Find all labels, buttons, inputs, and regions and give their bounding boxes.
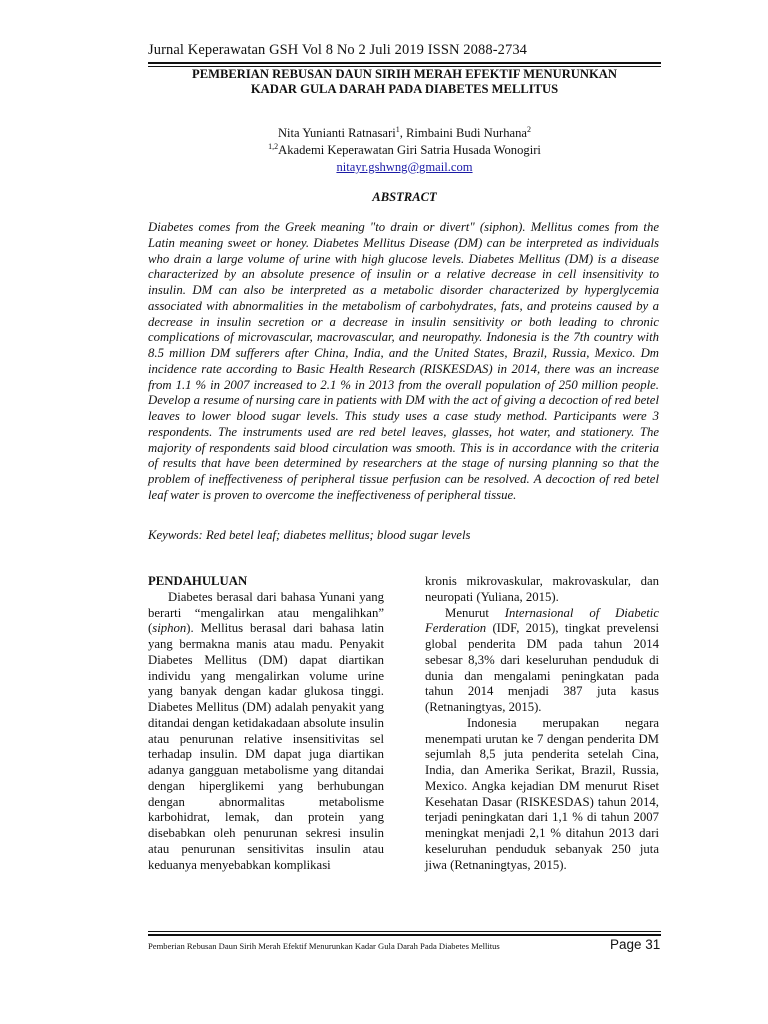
footer-running-title: Pemberian Rebusan Daun Sirih Merah Efektif Menurunkan Kadar Gula Darah Pada Diabetes Mellitus — [148, 941, 500, 951]
affiliation-sup: 1,2 — [268, 141, 279, 151]
right-p1-italic: Internasional of Diabetic Ferderation — [425, 605, 659, 636]
paper-title — [148, 67, 661, 97]
page-number: Page 31 — [610, 937, 661, 952]
author-1-sup: 1 — [395, 124, 400, 134]
right-p1-text-a: Menurut — [445, 605, 505, 620]
author-block — [148, 125, 661, 176]
section-heading: PENDAHULUAN — [148, 574, 248, 588]
author-email-link[interactable]: nitayr.gshwng@gmail.com — [336, 160, 473, 174]
email-row — [148, 159, 661, 176]
author-separator: , — [399, 126, 406, 140]
title-line-2: KADAR GULA DARAH PADA DIABETES MELLITUS — [250, 82, 559, 96]
left-paragraph-1 — [148, 590, 384, 874]
author-2-sup: 2 — [527, 124, 532, 134]
left-p1-text-a: Diabetes berasal dari bahasa Yunani yang berarti “mengalirkan atau mengalihkan” ( — [148, 589, 384, 636]
left-p1-text-b: ). Mellitus berasal dari bahasa latin yang bermakna manis atau madu. Penyakit Diabetes Mellitus (DM) dapat diartikan individu yang mengalirkan volume urine yang banyak dengan kadar glukosa tinggi. Diabetes Mellitus (DM) adalah penyakit yang ditandai dengan ketidakadaan absolute insulin atau penurunan relative insensitivitas sel terhadap insulin. DM dapat juga diartikan adanya gangguan metabolisme yang ditandai dengan hiperglikemi yang berhubungan dengan abnormalitas metabolisme karbohidrat, lemak, dan protein yang disebabkan oleh penurunan sekresi insulin atau penurunan sensitivitas insulin atau keduanya menyebabkan komplikasi — [148, 621, 384, 872]
right-paragraph-2: Indonesia merupakan negara menempati urutan ke 7 dengan penderita DM sejumlah 8,5 juta penderita setelah Cina, India, dan Amerika Serikat, Brazil, Russia, Mexico. Angka kejadian DM menurut Riset Kesehatan Dasar (RISKESDAS) tahun 2014, terjadi peningkatan dari 1,1 % di tahun 2007 meningkat menjadi 2,1 % ditahun 2013 dari keseluruhan penduduk sebanyak 250 juta jiwa (Retnaningtyas, 2015). — [425, 715, 659, 872]
abstract-heading: ABSTRACT — [372, 190, 437, 204]
author-1: Nita Yunianti Ratnasari — [277, 126, 396, 140]
right-p1-text-b: (IDF, 2015), tingkat prevelensi global penderita DM pada tahun 2014 sebesar 8,3% dari keseluruhan penduduk di dunia dan mengalami peningkatan pada tahun 2014 menjadi 387 juta kasus (Retnaningtyas, 2015). — [425, 621, 659, 714]
right-paragraph-1 — [425, 606, 659, 716]
affiliation-text: Akademi Keperawatan Giri Satria Husada Wonogiri — [278, 143, 541, 157]
footer-rule — [148, 931, 661, 936]
keywords: Keywords: Red betel leaf; diabetes mellitus; blood sugar levels — [148, 528, 471, 542]
right-paragraph-0: kronis mikrovaskular, makrovaskular, dan neuropati (Yuliana, 2015). — [425, 574, 659, 604]
left-p1-italic: siphon — [152, 621, 187, 636]
affiliation — [148, 142, 661, 159]
journal-header: Jurnal Keperawatan GSH Vol 8 No 2 Juli 2019 ISSN 2088-2734 — [148, 42, 528, 58]
body-column-left — [148, 574, 384, 873]
abstract-body: Diabetes comes from the Greek meaning "to drain or divert" (siphon). Mellitus comes from the Latin meaning sweet or honey. Diabetes Mellitus Disease (DM) can be interpreted as individuals who drain a large volume of urine with high glucose levels. Diabetes Mellitus (DM) is a disease characterized by an absolute presence of insulin or a relative decrease in cell insensitivity to insulin. DM can also be interpreted as a metabolic disorder characterized by hyperglycemia associated with abnormalities in the metabolism of carbohydrates, fats, and proteins caused by a decrease in insulin secretion or a decrease in insulin sensitivity or both leading to chronic complications of microvascular, macrovascular, and neuropathy. Indonesia is the 7th country with 8.5 million DM sufferers after China, India, and the United States, Brazil, Russia, Mexico. Dm incidence rate according to Basic Health Research (RISKESDAS) in 2014, there was an increase from 1.1 % in 2007 increased to 2.1 % in 2013 from the overall population of 250 million people. Develop a resume of nursing care in patients with DM with the act of giving a decoction of red betel leaves to lower blood sugar levels. This study uses a case study method. Participants were 3 respondents. The instruments used are red betel leaves, glasses, hot water, and stationery. The majority of respondents said blood circulation was smooth. This is in accordance with the criteria of results that have been determined by researchers at the stage of nursing planning so that the problem of ineffectiveness of peripheral tissue perfusion can be resolved. A decoction of red betel leaf water is proven to overcome the ineffectiveness of peripheral tissue. — [148, 220, 659, 502]
author-2: Rimbaini Budi Nurhana — [406, 126, 528, 140]
title-line-1: PEMBERIAN REBUSAN DAUN SIRIH MERAH EFEKTIF MENURUNKAN — [192, 67, 617, 81]
body-column-right — [425, 574, 659, 873]
author-names — [148, 125, 661, 142]
